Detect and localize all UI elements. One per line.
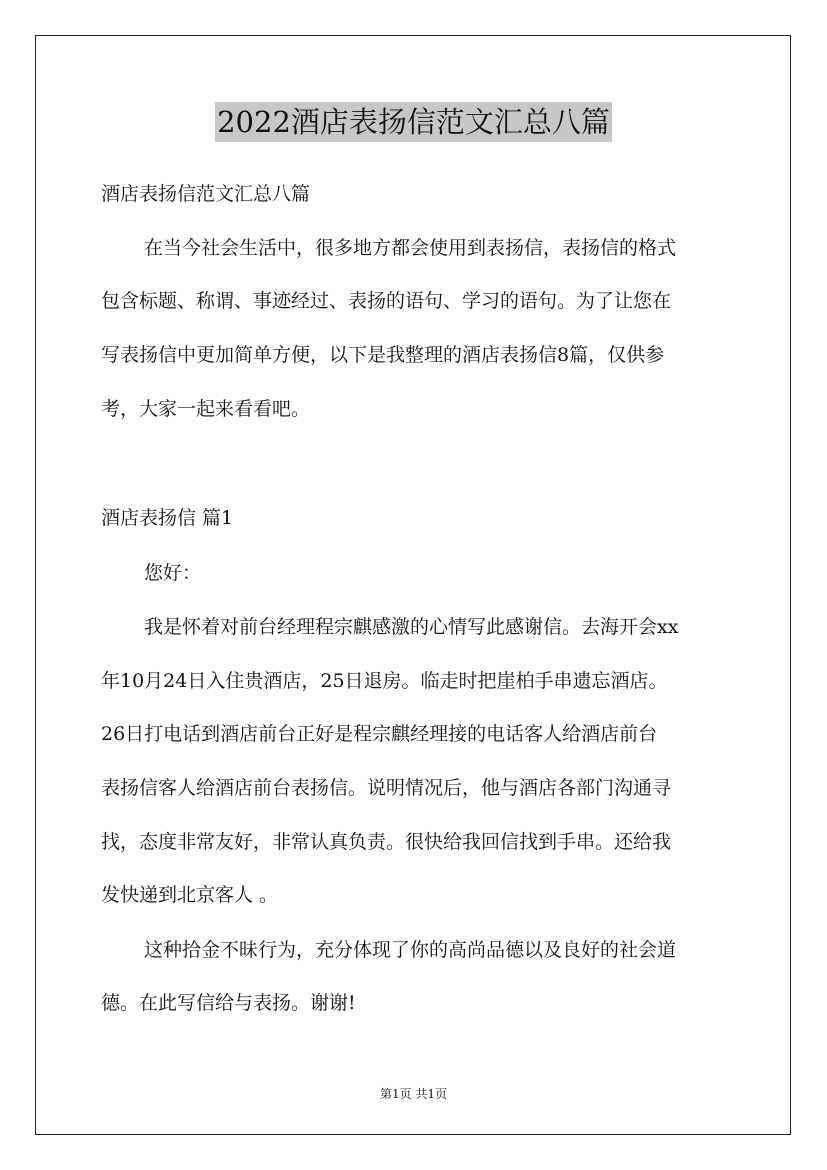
intro-line: 在当今社会生活中，很多地方都会使用到表扬信，表扬信的格式	[144, 237, 677, 259]
body-line: 发快递到北京客人 。	[101, 884, 279, 906]
document-subtitle: 酒店表扬信范文汇总八篇	[101, 183, 311, 205]
section-heading: 酒店表扬信 篇1	[101, 507, 234, 529]
intro-line: 写表扬信中更加简单方便，以下是我整理的酒店表扬信8篇，仅供参	[101, 344, 665, 366]
intro-line: 包含标题、称谓、事迹经过、表扬的语句、学习的语句。为了让您在	[101, 290, 672, 312]
body-line: 26日打电话到酒店前台正好是程宗麒经理接的电话客人给酒店前台	[101, 723, 658, 745]
document-title: 2022酒店表扬信范文汇总八篇	[215, 102, 612, 142]
closing-line: 德。在此写信给与表扬。谢谢!	[101, 992, 356, 1014]
closing-line: 这种拾金不昧行为，充分体现了你的高尚品德以及良好的社会道	[144, 939, 677, 961]
page-footer: 第1页 共1页	[379, 1087, 448, 1101]
title-container	[0, 102, 827, 142]
body-line: 我是怀着对前台经理程宗麒感激的心情写此感谢信。去海开会xx	[144, 616, 679, 638]
body-line: 找，态度非常友好，非常认真负责。很快给我回信找到手串。还给我	[101, 831, 672, 853]
greeting: 您好：	[144, 562, 202, 584]
intro-line: 考，大家一起来看看吧。	[101, 398, 311, 420]
body-line: 年10月24日入住贵酒店，25日退房。临走时把崖柏手串遗忘酒店。	[101, 670, 668, 692]
body-line: 表扬信客人给酒店前台表扬信。说明情况后，他与酒店各部门沟通寻	[101, 777, 672, 799]
